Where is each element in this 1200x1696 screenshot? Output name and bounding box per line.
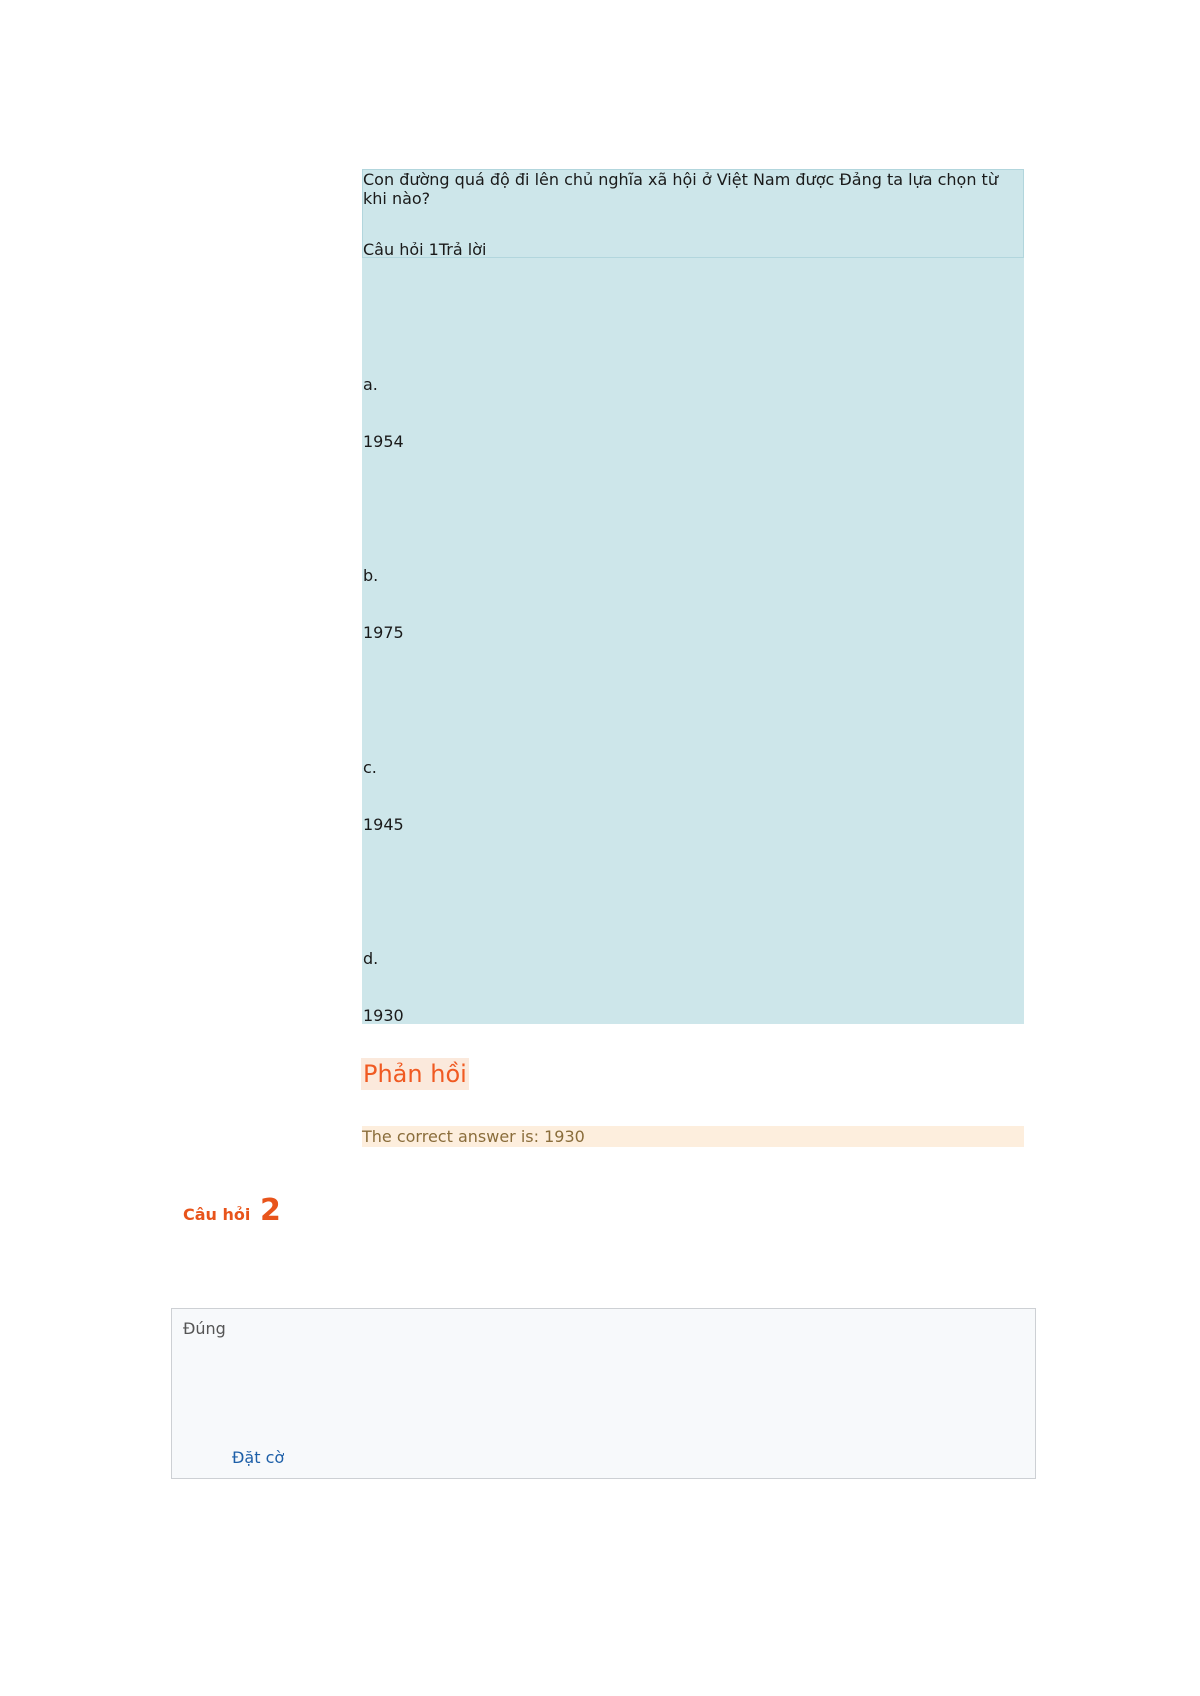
question-2-label [183, 1193, 281, 1228]
question-2-label-word: Câu hỏi [183, 1205, 251, 1224]
option-b-value[interactable]: 1975 [363, 623, 404, 642]
option-a-value[interactable]: 1954 [363, 432, 404, 451]
option-c-value[interactable]: 1945 [363, 815, 404, 834]
option-d-letter[interactable]: d. [363, 949, 379, 968]
flag-question-link[interactable]: Đặt cờ [232, 1448, 285, 1467]
option-a-letter[interactable]: a. [363, 375, 378, 394]
question-1-body [362, 169, 1024, 1024]
option-b-letter[interactable]: b. [363, 566, 379, 585]
feedback-title: Phản hồi [363, 1060, 467, 1088]
question-2-info-box [171, 1308, 1036, 1479]
question-2-state: Đúng [183, 1319, 226, 1338]
question-2-number: 2 [259, 1193, 281, 1228]
question-1-text: Con đường quá độ đi lên chủ nghĩa xã hội ở Việt Nam được Đảng ta lựa chọn từ khi nào? [363, 170, 998, 208]
option-d-value[interactable]: 1930 [363, 1006, 404, 1025]
question-1-meta: Câu hỏi 1Trả lời [363, 240, 487, 259]
correct-answer-text: The correct answer is: 1930 [362, 1126, 1024, 1147]
option-c-letter[interactable]: c. [363, 758, 377, 777]
